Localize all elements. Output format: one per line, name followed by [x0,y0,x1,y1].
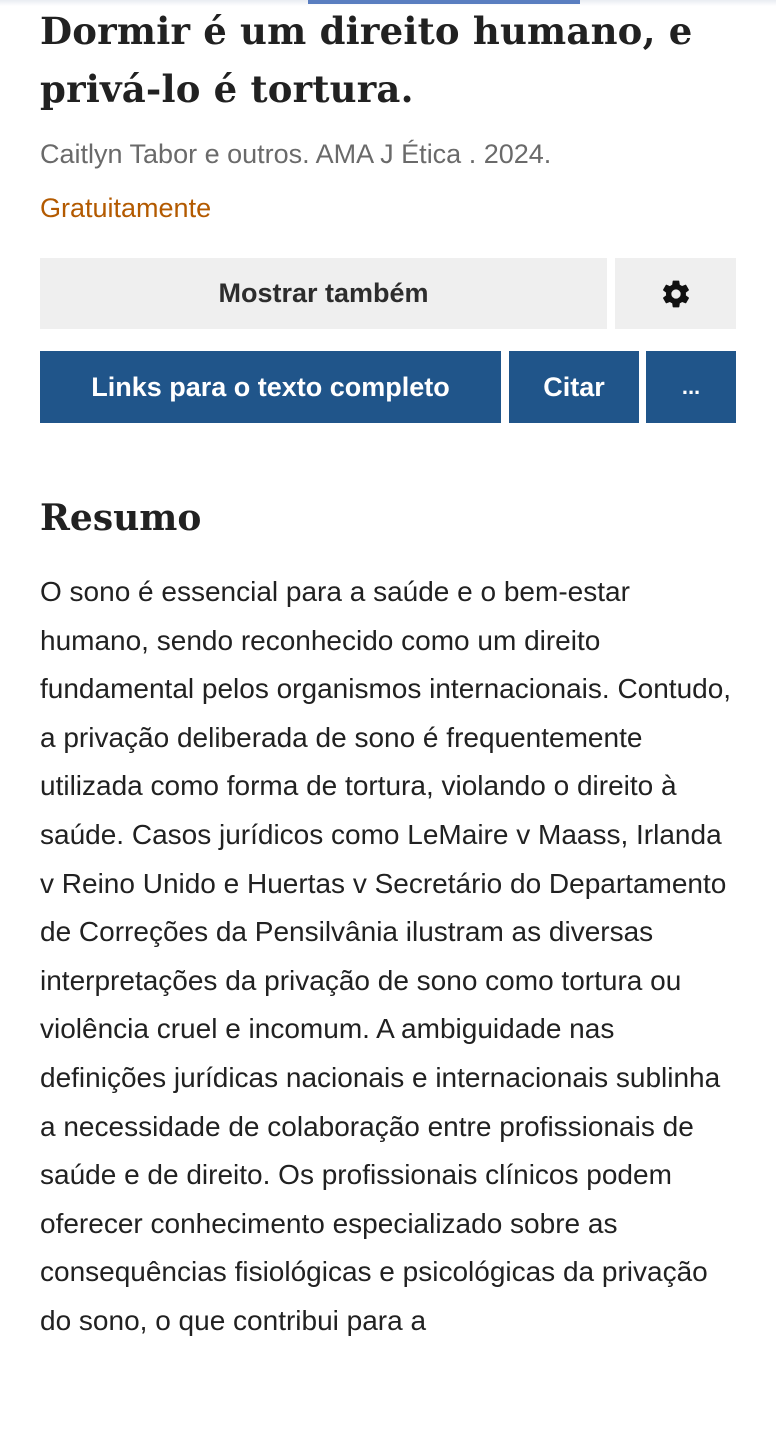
article-authors[interactable]: Caitlyn Tabor e outros. AMA J Ética . 2024. [40,139,552,169]
show-also-button[interactable]: Mostrar também [40,258,607,329]
settings-button[interactable] [615,258,736,329]
free-access-label: Gratuitamente [40,193,212,223]
cite-button[interactable]: Citar [509,351,639,423]
gear-icon [660,278,692,310]
abstract-text: O sono é essencial para a saúde e o bem-estar humano, sendo reconhecido como um direito fundamental pelos organismos internacionais. Contudo, a privação deliberada de sono é frequentemente utilizada como forma de tortura, violando o direito à saúde. Casos jurídicos como LeMaire v Maass, Irlanda v Reino Unido e Huertas v Secretário do Departamento de Correções da Pensilvânia ilustram as diversas interpretações da privação de sono como tortura ou violência cruel e incomum. A ambiguidade nas definições jurídicas nacionais e internacionais sublinha a necessidade de colaboração entre profissionais de saúde e de direito. Os profissionais clínicos podem oferecer conhecimento especializado sobre as consequências fisiológicas e psicológicas da privação do sono, o que contribui para a [40,576,732,1336]
more-actions-button[interactable]: ... [646,351,736,423]
full-text-links-button[interactable]: Links para o texto completo [40,351,501,423]
article-title: Dormir é um direito humano, e privá-lo é tortura. [40,9,693,111]
abstract-heading: Resumo [40,497,202,539]
